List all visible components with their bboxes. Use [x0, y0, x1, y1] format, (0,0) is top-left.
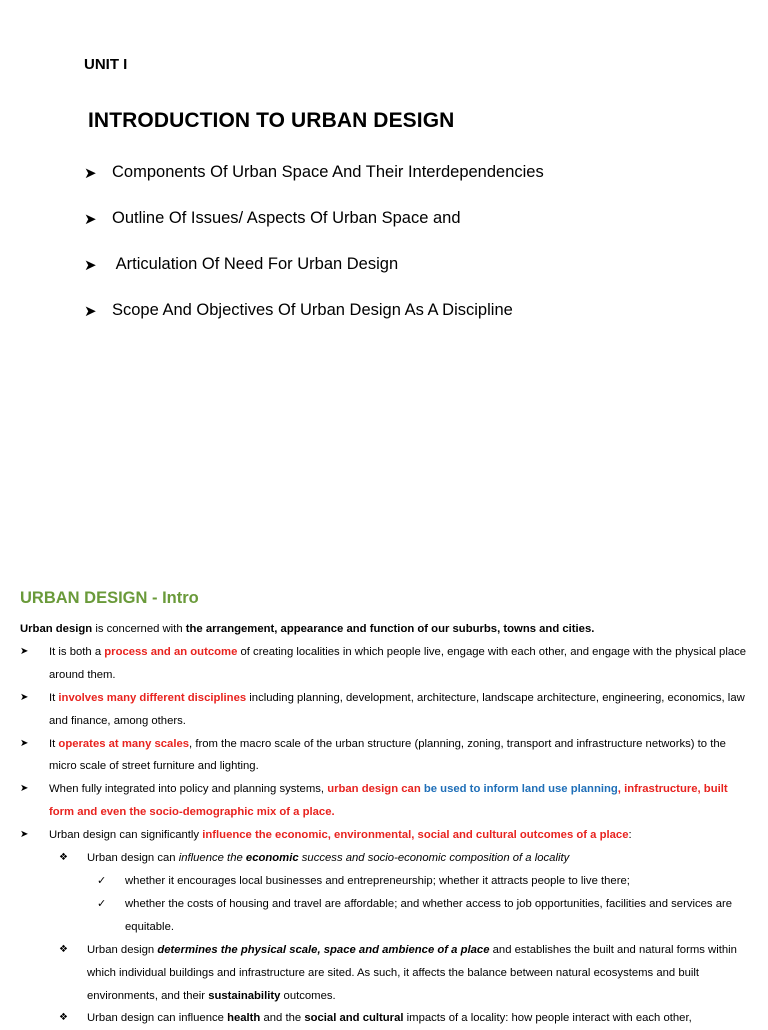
- bullet-emphasis: involves many different disciplines: [58, 691, 247, 704]
- bullet-emphasis: ,: [617, 783, 625, 796]
- page-title: INTRODUCTION TO URBAN DESIGN: [88, 109, 455, 132]
- diamond-bullet-icon: ❖: [59, 943, 68, 955]
- bullet-emphasis: influence the economic, environmental, social and cultural outcomes of a place: [202, 829, 629, 842]
- intro-emphasis: the arrangement, appearance and function of our suburbs, towns and cities.: [185, 623, 595, 635]
- arrowhead-bullet-icon: ➤: [84, 256, 97, 274]
- topic-item: [84, 163, 544, 182]
- bullet-emphasis: operates at many scales: [58, 737, 190, 750]
- subbullet-text: outcomes.: [280, 989, 336, 1002]
- arrowhead-bullet-icon: ➤: [20, 645, 29, 657]
- topic-text: Articulation Of Need For Urban Design: [112, 255, 399, 273]
- arrowhead-bullet-icon: ➤: [20, 829, 29, 841]
- bullet-text: It: [49, 737, 59, 750]
- bullet-emphasis: infrastructure, built form and even the socio-demographic mix of a place.: [49, 783, 728, 819]
- intro-paragraph: [20, 618, 750, 641]
- subbullet-emphasis: determines the physical scale, space and ambience of a place: [157, 943, 490, 956]
- intro-term: Urban design: [20, 623, 93, 635]
- diamond-bullet-icon: ❖: [59, 852, 68, 864]
- topic-text: Outline Of Issues/ Aspects Of Urban Space and: [112, 209, 461, 227]
- bullet-text: It: [49, 691, 59, 704]
- bullet-emphasis: urban design can: [327, 783, 421, 796]
- topic-item: [84, 255, 398, 274]
- checkmark-icon: ✓: [97, 897, 107, 910]
- subbullet-item: [20, 847, 750, 870]
- section-body: [20, 618, 750, 1030]
- arrowhead-bullet-icon: ➤: [84, 164, 97, 182]
- subbullet-bold: social and cultural: [304, 1012, 404, 1025]
- bullet-item: [20, 733, 750, 779]
- check-text: whether it encourages local businesses and entrepreneurship; whether it attracts people to live there;: [125, 874, 630, 887]
- subbullet-text: and the: [260, 1012, 305, 1025]
- arrowhead-bullet-icon: ➤: [20, 783, 29, 795]
- diamond-bullet-icon: ❖: [59, 1012, 68, 1024]
- unit-label: UNIT I: [84, 56, 128, 73]
- bullet-text: :: [628, 829, 632, 842]
- checkmark-icon: ✓: [97, 874, 107, 887]
- topic-item: [84, 209, 461, 228]
- bullet-text: Urban design can significantly: [49, 829, 203, 842]
- subbullet-text: Urban design: [87, 943, 158, 956]
- bullet-item: [20, 778, 750, 824]
- check-item: [20, 870, 750, 893]
- arrowhead-bullet-icon: ➤: [20, 691, 29, 703]
- subbullet-text: impacts of a locality: how people interact with each other,: [403, 1012, 692, 1025]
- subbullet-bold: sustainability: [208, 989, 281, 1002]
- bullet-item: [20, 641, 750, 687]
- bullet-text: of creating localities in which people live, engage with each other, and engage with the physical place around them.: [49, 645, 747, 681]
- bullet-item: [20, 824, 750, 847]
- check-text: whether the costs of housing and travel are affordable; and whether access to job opportunities, facilities and services are equitable.: [125, 897, 733, 933]
- subbullet-italic: success and socio-economic composition of a locality: [298, 852, 570, 865]
- subbullet-item: [20, 939, 750, 1008]
- bullet-text: including planning, development, architecture, landscape architecture, engineering, economics, law and finance, among others.: [49, 691, 745, 727]
- section-title: URBAN DESIGN - Intro: [20, 589, 199, 607]
- subbullet-emphasis: economic: [245, 852, 299, 865]
- arrowhead-bullet-icon: ➤: [20, 737, 29, 749]
- subbullet-bold: health: [227, 1012, 261, 1025]
- bullet-item: [20, 687, 750, 733]
- bullet-text: It is both a: [49, 645, 105, 658]
- subbullet-text: and establishes the built and natural forms within which individual buildings and infrastructure are sited. As such, it affects the balance between natural ecosystems and built environments, and their: [87, 943, 737, 1002]
- topic-text: Scope And Objectives Of Urban Design As A Discipline: [112, 301, 513, 319]
- topic-item: [84, 301, 513, 320]
- topic-text: Components Of Urban Space And Their Interdependencies: [112, 163, 544, 181]
- check-item: [20, 893, 750, 939]
- subbullet-text: Urban design can influence: [87, 1012, 228, 1025]
- subbullet-italic: influence the: [178, 852, 246, 865]
- bullet-emphasis: process and an outcome: [104, 645, 238, 658]
- intro-text: is concerned with: [92, 623, 186, 635]
- arrowhead-bullet-icon: ➤: [84, 210, 97, 228]
- bullet-text: , from the macro scale of the urban structure (planning, zoning, transport and infrastructure networks) to the micro scale of street furniture and lighting.: [49, 737, 726, 773]
- subbullet-text: Urban design can: [87, 852, 179, 865]
- subbullet-item: [20, 1007, 750, 1030]
- bullet-text: When fully integrated into policy and planning systems,: [49, 783, 328, 796]
- bullet-blue-emphasis: be used to inform land use planning: [420, 783, 618, 796]
- arrowhead-bullet-icon: ➤: [84, 302, 97, 320]
